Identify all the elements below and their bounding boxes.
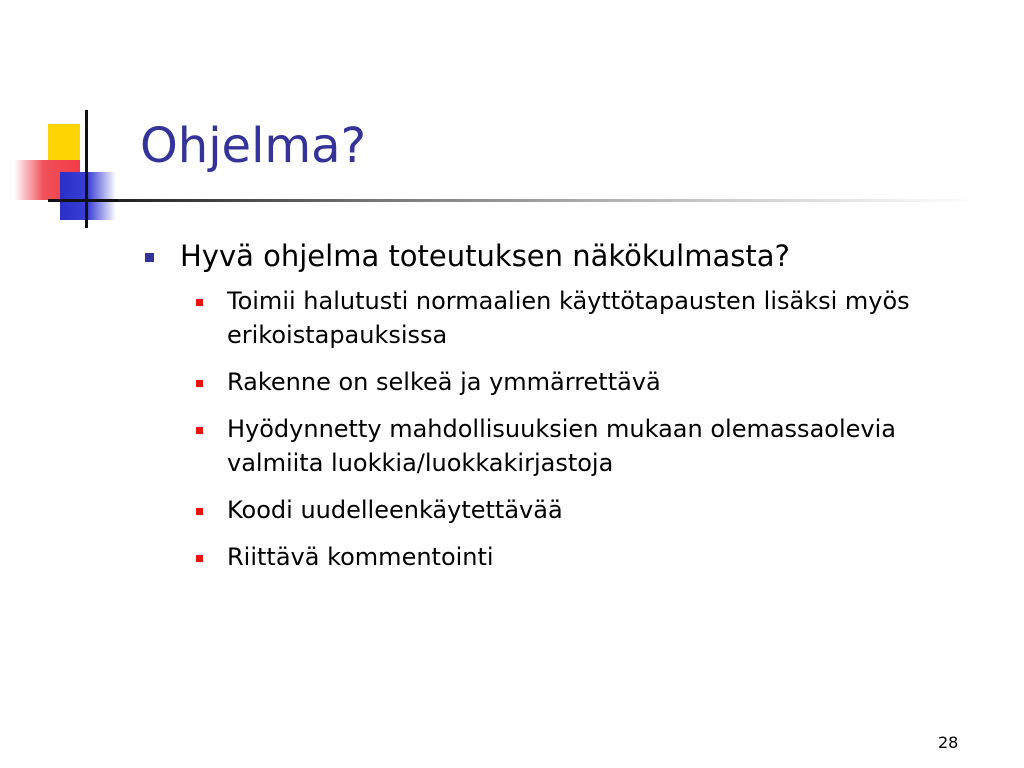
sub-bullet-text: Koodi uudelleenkäytettävää bbox=[227, 496, 563, 524]
sub-bullet bbox=[196, 540, 995, 574]
vertical-rule bbox=[85, 110, 88, 228]
sub-bullet-text: Rakenne on selkeä ja ymmärrettävä bbox=[227, 368, 661, 396]
square-bullet-icon bbox=[196, 555, 203, 562]
sub-bullet bbox=[196, 412, 995, 480]
square-bullet-icon bbox=[196, 508, 203, 515]
title-underline-rule bbox=[118, 199, 978, 202]
blue-square-decoration bbox=[60, 172, 116, 220]
page-number: 28 bbox=[938, 733, 959, 752]
bullet-level1-text: Hyvä ohjelma toteutuksen näkökulmasta? bbox=[180, 239, 790, 273]
square-bullet-icon bbox=[145, 253, 154, 262]
slide-decoration bbox=[0, 0, 140, 240]
square-bullet-icon bbox=[196, 380, 203, 387]
sub-bullet bbox=[196, 284, 995, 352]
slide-title: Ohjelma? bbox=[140, 118, 367, 174]
square-bullet-icon bbox=[196, 427, 203, 434]
slide-body bbox=[145, 238, 995, 587]
sub-bullet-list bbox=[196, 284, 995, 574]
yellow-square-decoration bbox=[48, 124, 80, 164]
sub-bullet bbox=[196, 365, 995, 399]
sub-bullet bbox=[196, 493, 995, 527]
bullet-level1 bbox=[145, 238, 995, 274]
sub-bullet-text: Hyödynnetty mahdollisuuksien mukaan olemassaolevia valmiita luokkia/luokkakirjastoja bbox=[227, 415, 896, 477]
sub-bullet-text: Toimii halutusti normaalien käyttötapausten lisäksi myös erikoistapauksissa bbox=[227, 287, 910, 349]
sub-bullet-text: Riittävä kommentointi bbox=[227, 543, 494, 571]
square-bullet-icon bbox=[196, 299, 203, 306]
